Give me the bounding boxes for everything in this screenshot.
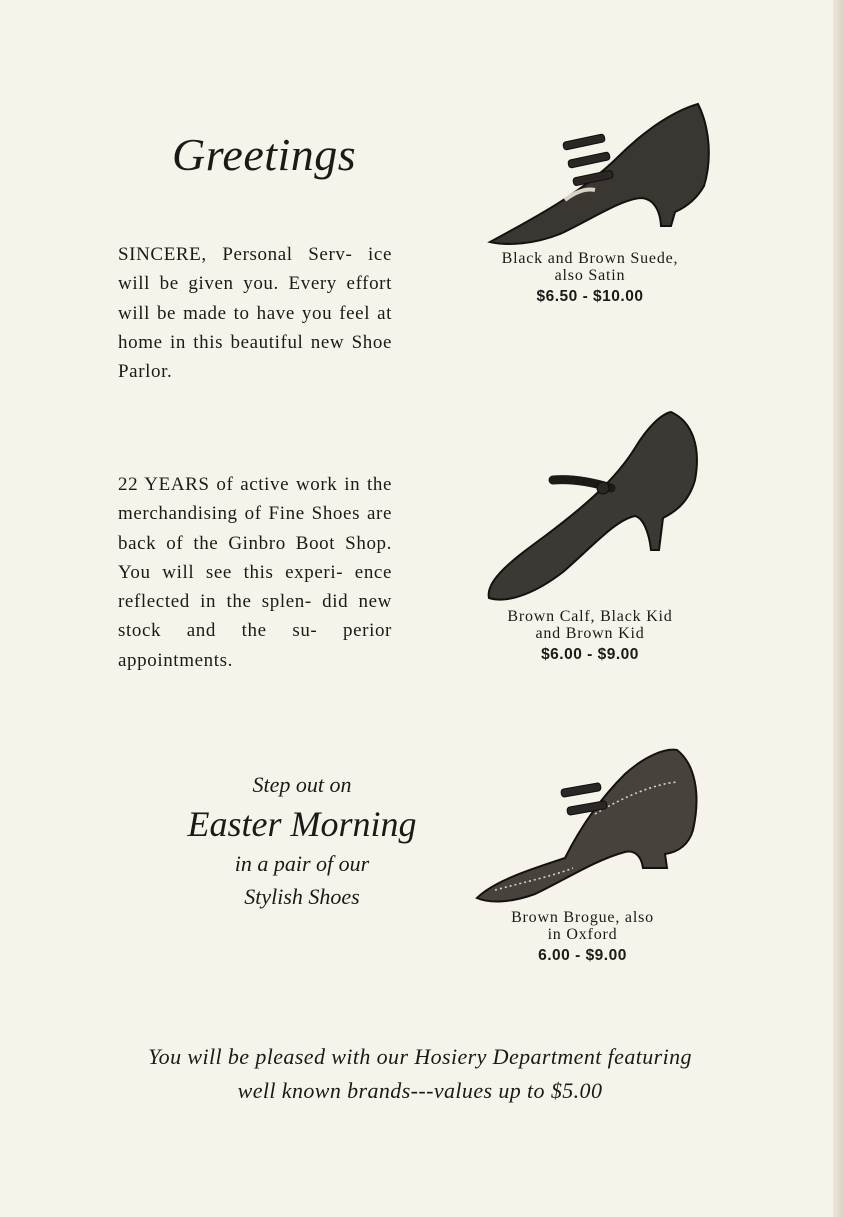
easter-slogan xyxy=(118,768,486,913)
strap-pump-suede-icon xyxy=(470,100,710,250)
service-paragraph: SINCERE, Personal Serv- ice will be given you. Every effort will be made to have you feel at home in this beautiful new Shoe Parlor. xyxy=(118,244,392,383)
footer-line-1: You will be pleased with our Hosiery Department featuring xyxy=(148,1044,692,1069)
mary-jane-pump-icon xyxy=(475,408,705,608)
product-2-caption-line-1: Brown Calf, Black Kid xyxy=(507,608,673,625)
product-suede-pump xyxy=(465,100,715,306)
easter-line-3: in a pair of our xyxy=(234,851,370,876)
product-2-price: $6.00 - $9.00 xyxy=(541,646,639,663)
brogue-oxford-icon xyxy=(465,744,700,909)
product-mary-jane-pump xyxy=(470,408,710,664)
product-1-price: $6.50 - $10.00 xyxy=(536,288,644,305)
footer-line-2: well known brands---values up to $5.00 xyxy=(237,1078,603,1103)
product-3-price: 6.00 - $9.00 xyxy=(538,947,627,964)
hosiery-footer xyxy=(60,1040,780,1108)
easter-line-4: Stylish Shoes xyxy=(244,884,360,909)
product-1-caption-line-2: also Satin xyxy=(554,267,626,284)
experience-paragraph: 22 YEARS of active work in the merchandising of Fine Shoes are back of the Ginbro Boot Shop. You will see this experi- ence reflected in the splen- did new stock and the su- perior appointments. xyxy=(118,474,392,671)
product-3-caption-line-2: in Oxford xyxy=(547,926,618,943)
easter-line-1: Step out on xyxy=(252,772,352,797)
product-2-caption-line-2: and Brown Kid xyxy=(535,625,645,642)
greetings-title: Greetings xyxy=(172,129,357,180)
product-1-caption-line-1: Black and Brown Suede, xyxy=(501,250,679,267)
product-brogue-oxford xyxy=(460,744,705,965)
page-edge xyxy=(833,0,843,1217)
product-3-caption-line-1: Brown Brogue, also xyxy=(511,909,654,926)
easter-line-2: Easter Morning xyxy=(187,804,417,844)
